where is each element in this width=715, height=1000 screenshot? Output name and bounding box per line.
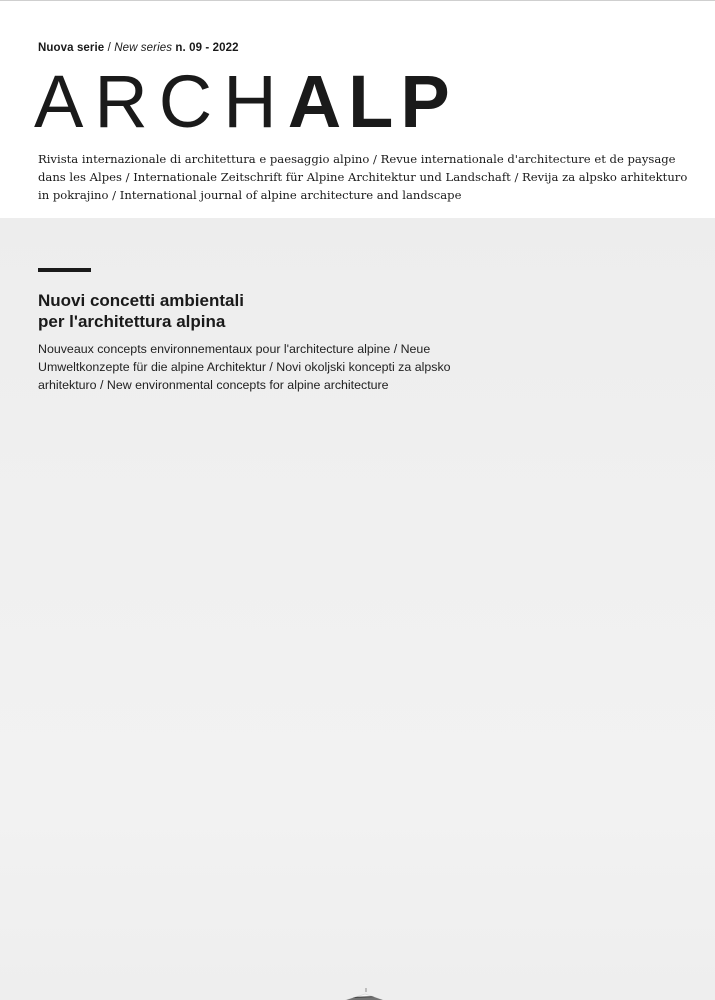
mountain-solar-panels-image	[0, 988, 715, 1000]
section-dash	[38, 268, 91, 272]
headline-line-1: Nuovi concetti ambientali	[38, 291, 244, 310]
magazine-title	[34, 60, 457, 143]
headline-line-2: per l'architettura alpina	[38, 312, 226, 331]
issue-number: n. 09 - 2022	[175, 42, 239, 54]
solar-panel-row	[642, 997, 702, 1000]
cover-header	[0, 0, 715, 218]
cover-headline	[38, 290, 244, 332]
headline-translations: Nouveaux concepts environnementaux pour l'architecture alpine / Neue Umweltkonzepte für die alpine Architektur / Novi okoljski koncepti za alpsko arhitekturo / New environmental concepts for alpine architecture	[38, 342, 451, 392]
brand-alp: ALP	[287, 60, 457, 143]
series-label-it: Nuova serie	[38, 42, 105, 54]
solar-panel-row	[440, 996, 548, 1000]
series-line	[38, 42, 239, 54]
magazine-subtitle: Rivista internazionale di architettura e paesaggio alpino / Revue internationale d'architecture et de paysage dans les Alpes / Internationale Zeitschrift für Alpine Architektur und Landschaft / Revija za alpsko arhitekturo in pokrajino / International journal of alpine architecture and landscape	[38, 152, 688, 203]
brand-arch: ARCH	[34, 60, 288, 143]
series-separator: /	[107, 42, 111, 54]
series-label-en: New series	[114, 42, 173, 54]
cover-photo	[0, 218, 715, 1000]
